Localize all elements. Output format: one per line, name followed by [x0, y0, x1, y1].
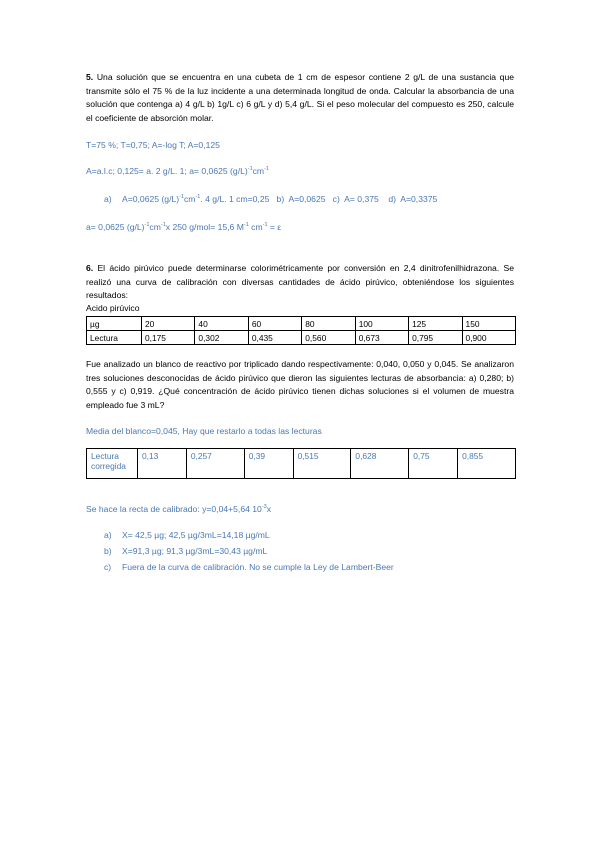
- answer-5-line-4: [86, 222, 281, 232]
- table-cell: 0,628: [351, 449, 409, 479]
- calibration-var: x: [266, 504, 272, 514]
- table-cell: 0,515: [293, 449, 351, 479]
- table-cell: 0,13: [138, 449, 187, 479]
- superscript: -1: [243, 222, 249, 229]
- table-cell: 0,302: [195, 331, 248, 345]
- answer-5-line-4-mid: x 250 g/mol= 15,6 M: [165, 222, 244, 232]
- list-item: [104, 562, 394, 572]
- question-6-number: 6.: [86, 263, 94, 273]
- superscript: -1: [264, 166, 269, 173]
- superscript: -1: [160, 222, 166, 229]
- answer-5-line-4-unit: cm: [149, 222, 161, 232]
- table-cell: 0,75: [409, 449, 458, 479]
- answer-5-line-4-part: a= 0,0625 (g/L): [86, 222, 145, 232]
- superscript: -1: [144, 222, 150, 229]
- table-cell: 40: [195, 317, 248, 331]
- table-cell: 80: [302, 317, 355, 331]
- answer-5-line-1: T=75 %; T=0,75; A=-log T; A=0,125: [86, 140, 220, 150]
- answer-5-line-3-part: A=0,0625 (g/L): [122, 194, 180, 204]
- question-6-text-2: Fue analizado un blanco de reactivo por triplicado dando respectivamente: 0,040, 0,050 y 0,045. Se analizaron tres soluciones desconocidas de ácido pirúvico que dieron las siguientes lecturas de absorbancia: a) 0,280; b) 0,555 y c) 0,919. ¿Qué concentración de ácido pirúvico tienen dichas soluciones si el volumen de muestra empleado fue 3 mL?: [86, 359, 514, 410]
- table-cell: 0,175: [142, 331, 195, 345]
- question-6-text: El ácido pirúvico puede determinarse colorimétricamente por conversión en 2,4 dinitrofenilhidrazona. Se realizó una curva de calibración con diversas cantidades de ácido pirúvico, obteniéndose los siguientes resultados:: [86, 263, 514, 300]
- table-cell: 100: [355, 317, 408, 331]
- table-cell: 20: [142, 317, 195, 331]
- table-cell: Lectura: [87, 331, 142, 345]
- list-item: [104, 546, 267, 556]
- answer-5-line-3-rest: . 4 g/L. 1 cm=0,25 b) A=0,0625 c) A= 0,375 d) A=0,3375: [200, 194, 438, 204]
- answer-5-line-2-part: A=a.l.c; 0,125= a. 2 g/L. 1; a= 0,0625 (g/L): [86, 166, 248, 176]
- question-5: [86, 71, 514, 125]
- answer-5-line-3-unit: cm: [183, 194, 196, 204]
- list-marker: b): [104, 546, 112, 556]
- table-row: [87, 449, 516, 479]
- table-cell: 0,673: [355, 331, 408, 345]
- table-title: Acido pirúvico: [86, 303, 140, 313]
- list-item-text: X=91,3 µg; 91,3 µg/3mL=30,43 µg/mL: [122, 546, 268, 556]
- calibration-text: Se hace la recta de calibrado: y=0,04+5,64 10: [86, 504, 262, 514]
- table-cell: 150: [462, 317, 515, 331]
- answer-5-line-2: [86, 166, 269, 176]
- question-5-text: Una solución que se encuentra en una cubeta de 1 cm de espesor contiene 2 g/L de una sustancia que transmite sólo el 75 % de la luz incidente a una determinada longitud de onda. Calcular la absorbancia de una solución que contenga a) 4 g/L b) 1g/L c) 6 g/L y d) 5,4 g/L. Si el peso molecular del compuesto es 250, calcule el coeficiente de absorción molar.: [86, 72, 514, 123]
- table-cell: 60: [248, 317, 301, 331]
- question-6: [86, 262, 514, 303]
- table-cell: 125: [409, 317, 462, 331]
- answer-5-line-2-unit: cm: [252, 166, 265, 176]
- superscript: -1: [179, 194, 184, 201]
- answer-5-line-4-unit2: cm: [248, 222, 263, 232]
- list-item-text: Fuera de la curva de calibración. No se cumple la Ley de Lambert-Beer: [122, 562, 394, 572]
- table-cell: µg: [87, 317, 142, 331]
- list-marker: c): [104, 562, 112, 572]
- table-cell: Lectura corregida: [87, 449, 138, 479]
- calibration-table: [86, 316, 516, 345]
- table-cell: 0,855: [458, 449, 516, 479]
- table-cell: 0,39: [244, 449, 293, 479]
- blank-note: Media del blanco=0,045, Hay que restarlo a todas las lecturas: [86, 426, 322, 436]
- corrected-table: [86, 448, 516, 479]
- table-row: [87, 331, 516, 345]
- table-cell: 0,795: [409, 331, 462, 345]
- answer-5-line-3: [104, 194, 437, 204]
- table-cell: 0,257: [186, 449, 244, 479]
- question-5-number: 5.: [86, 72, 94, 82]
- superscript: -1: [195, 194, 201, 201]
- calibration-line: [86, 504, 271, 514]
- superscript: -1: [262, 222, 268, 229]
- table-row: [87, 317, 516, 331]
- table-cell: 0,560: [302, 331, 355, 345]
- list-item: [104, 530, 270, 540]
- answer-5-line-4-end: = ε: [267, 222, 282, 232]
- list-marker: a): [104, 530, 112, 540]
- superscript: -3: [261, 504, 267, 511]
- superscript: -1: [247, 166, 253, 173]
- list-marker: a): [104, 194, 112, 204]
- table-cell: 0,900: [462, 331, 515, 345]
- table-cell: 0,435: [248, 331, 301, 345]
- list-item-text: X= 42,5 µg; 42,5 µg/3mL=14,18 µg/mL: [122, 530, 270, 540]
